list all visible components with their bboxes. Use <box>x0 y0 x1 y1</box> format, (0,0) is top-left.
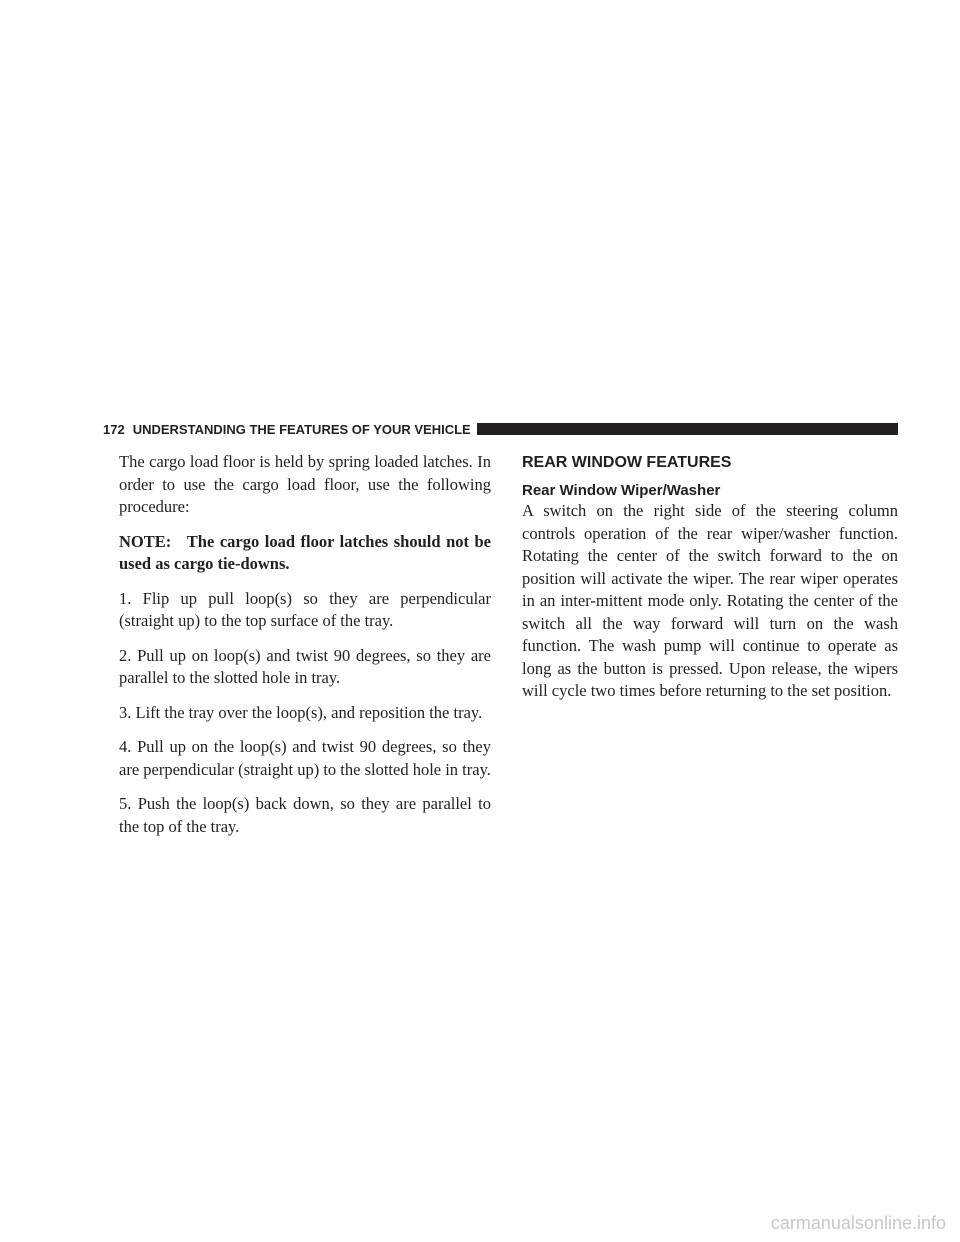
watermark: carmanualsonline.info <box>770 1213 946 1233</box>
left-column <box>119 451 491 850</box>
intro-paragraph: The cargo load floor is held by spring loaded latches. In order to use the cargo load floor, use the following procedure: <box>119 452 491 516</box>
note-label: NOTE: <box>119 531 172 551</box>
note-paragraph <box>119 531 491 576</box>
step-2: 2. Pull up on loop(s) and twist 90 degrees, so they are parallel to the slotted hole in tray. <box>119 645 491 687</box>
page-number: 172 <box>103 421 125 437</box>
note-text: The cargo load floor latches should not be used as cargo tie-downs. <box>119 531 492 573</box>
step-4: 4. Pull up on the loop(s) and twist 90 degrees, so they are perpendicular (straight up) to the slotted hole in tray. <box>119 737 491 779</box>
right-column <box>522 451 898 715</box>
wiper-paragraph: A switch on the right side of the steering column controls operation of the rear wiper/washer function. Rotating the center of the switch forward to the on position will activate the wiper. The rear wiper operates in an inter-mittent mode only. Rotating the center of the switch all the way forward will turn on the wash function. The wash pump will continue to operate as long as the button is pressed. Upon release, the wipers will cycle two times before returning to the set position. <box>522 501 898 700</box>
step-3: 3. Lift the tray over the loop(s), and reposition the tray. <box>119 702 483 722</box>
page-header <box>103 420 898 438</box>
header-rule <box>477 423 898 435</box>
section-heading: REAR WINDOW FEATURES <box>522 454 732 471</box>
step-5: 5. Push the loop(s) back down, so they are parallel to the top of the tray. <box>119 794 491 836</box>
subsection-heading: Rear Window Wiper/Washer <box>522 482 721 499</box>
step-1: 1. Flip up pull loop(s) so they are perpendicular (straight up) to the top surface of the tray. <box>119 588 491 630</box>
section-title: UNDERSTANDING THE FEATURES OF YOUR VEHICLE <box>132 421 471 437</box>
